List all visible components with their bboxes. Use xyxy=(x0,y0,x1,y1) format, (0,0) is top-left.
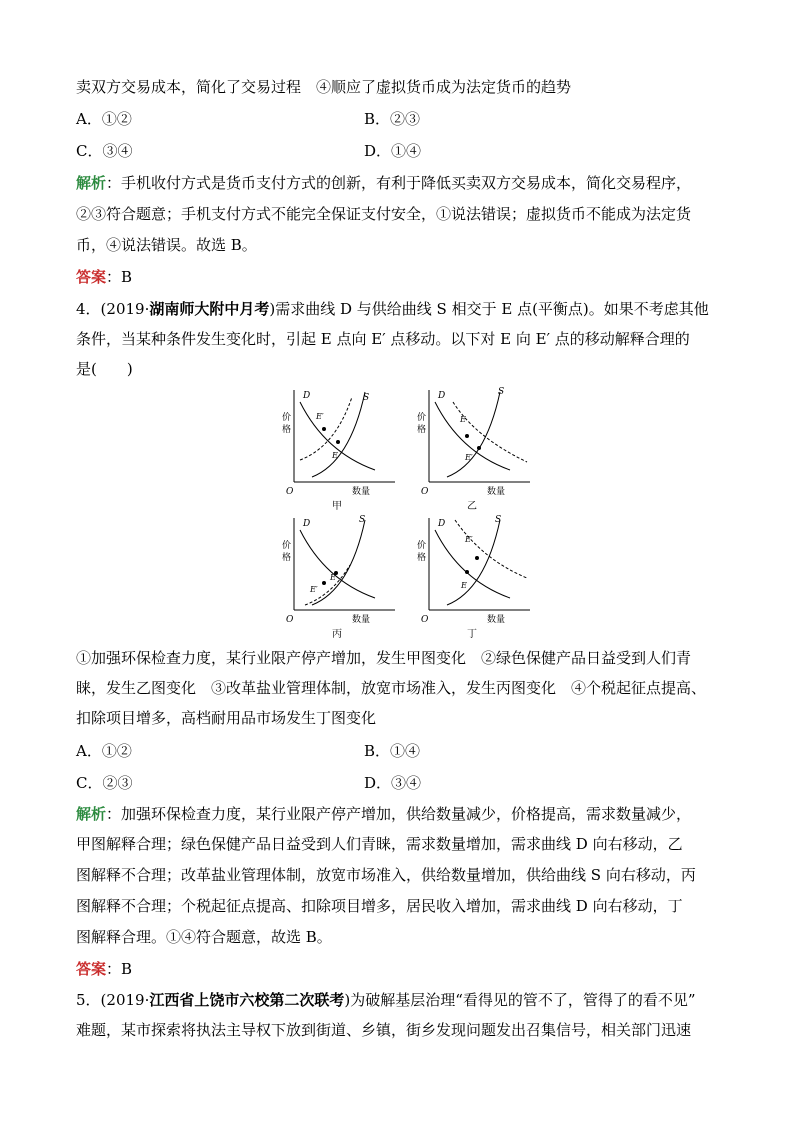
answer-label: 答案 xyxy=(76,268,107,286)
option-b: B．②③ xyxy=(364,110,421,128)
explanation-line: 图解释不合理；改革盐业管理体制，放宽市场准入，供给数量增加，供给曲线 S 向右移动，丙 xyxy=(76,866,696,884)
graph-caption: 乙 xyxy=(467,501,477,512)
supply-curve xyxy=(447,520,500,605)
answer-line xyxy=(76,959,132,979)
point-e-label: E xyxy=(332,451,338,460)
axis-label-price: 价 xyxy=(282,541,292,551)
supply-curve xyxy=(312,520,365,605)
origin-label: O xyxy=(286,615,294,625)
explanation-line: 图解释不合理；个税起征点提高、扣除项目增多，居民收入增加，需求曲线 D 向右移动，丁 xyxy=(76,897,683,915)
explanation-line: ②③符合题意；手机支付方式不能完全保证支付安全，①说法错误；虚拟货币不能成为法定货 xyxy=(76,205,692,223)
question-line xyxy=(76,990,696,1010)
explanation-label: 解析 xyxy=(76,805,107,823)
question-text: )需求曲线 D 与供给曲线 S 相交于 E 点(平衡点)。如果不考虑其他 xyxy=(269,300,709,318)
axis-label-quantity: 数量 xyxy=(352,487,371,497)
demand-label: D xyxy=(303,519,311,529)
graph-jia xyxy=(270,382,400,512)
equilibrium-point xyxy=(465,570,469,574)
point-e-prime-label: E′ xyxy=(310,585,318,594)
axis-label-quantity: 数量 xyxy=(352,615,371,625)
new-equilibrium-point xyxy=(322,427,326,431)
axis-label-quantity: 数量 xyxy=(487,615,506,625)
shifted-curve xyxy=(455,520,527,578)
text-line: 卖双方交易成本，简化了交易过程 ④顺应了虚拟货币成为法定货币的趋势 xyxy=(76,78,572,96)
statement-line: ①加强环保检查力度，某行业限产停产增加，发生甲图变化 ②绿色保健产品日益受到人们青 xyxy=(76,649,692,667)
option-a: A．①② xyxy=(76,742,132,760)
statement-line: 扣除项目增多，高档耐用品市场发生丁图变化 xyxy=(76,709,377,727)
point-e-label: E xyxy=(461,581,467,590)
graph-caption: 甲 xyxy=(332,501,342,512)
new-equilibrium-point xyxy=(475,556,479,560)
question-number: 5．(2019· xyxy=(76,991,150,1009)
explanation-label: 解析 xyxy=(76,174,107,192)
demand-label: D xyxy=(438,391,446,401)
option-c: C．③④ xyxy=(76,142,133,160)
demand-label: D xyxy=(438,519,446,529)
supply-label: S xyxy=(363,393,370,403)
axis-label-price: 价 xyxy=(417,413,427,423)
explanation-line xyxy=(76,804,691,824)
answer-text: ：B xyxy=(106,268,133,286)
question-source: 湖南师大附中月考 xyxy=(149,300,270,318)
question-text: )为破解基层治理“看得见的管不了，管得了的看不见” xyxy=(344,991,696,1009)
point-e-prime-label: E′ xyxy=(465,535,473,544)
question-line: 是( ) xyxy=(76,360,133,378)
option-d: D．③④ xyxy=(364,774,422,792)
point-e-label: E xyxy=(330,573,336,582)
option-b: B．①④ xyxy=(364,742,421,760)
axis-label-price: 价 xyxy=(417,541,427,551)
explanation-line: 图解释合理。①④符合题意，故选 B。 xyxy=(76,928,332,946)
option-d: D．①④ xyxy=(364,142,422,160)
supply-label: S xyxy=(359,515,366,525)
option-a: A．①② xyxy=(76,110,132,128)
shifted-curve xyxy=(300,397,352,460)
demand-label: D xyxy=(303,391,311,401)
question-line: 条件，当某种条件发生变化时，引起 E 点向 E′ 点移动。以下对 E 向 E′ 点的移动解释合理的 xyxy=(76,330,690,348)
explanation-text: ：加强环保检查力度，某行业限产停产增加，供给数量减少，价格提高，需求数量减少， xyxy=(106,805,692,823)
point-e-prime-label: E′ xyxy=(316,412,324,421)
graph-ding xyxy=(405,510,535,640)
new-equilibrium-point xyxy=(322,581,326,585)
point-e-label: E xyxy=(460,415,466,424)
origin-label: O xyxy=(421,615,429,625)
graph-caption: 丙 xyxy=(332,629,342,640)
statement-line: 睐，发生乙图变化 ③改革盐业管理体制，放宽市场准入，发生丙图变化 ④个税起征点提高、 xyxy=(76,679,707,697)
supply-curve xyxy=(447,392,500,477)
axis-label-quantity: 数量 xyxy=(487,487,506,497)
answer-label: 答案 xyxy=(76,960,107,978)
axis-label-price: 格 xyxy=(417,553,427,563)
question-line: 难题，某市探索将执法主导权下放到街道、乡镇，街乡发现问题发出召集信号，相关部门迅速 xyxy=(76,1021,692,1039)
question-number: 4．(2019· xyxy=(76,300,150,318)
equilibrium-point xyxy=(465,434,469,438)
question-line xyxy=(76,299,709,319)
axis-label-price: 格 xyxy=(417,425,427,435)
answer-line xyxy=(76,267,132,287)
graph-yi xyxy=(405,382,535,512)
axis-label-price: 价 xyxy=(282,413,292,423)
explanation-text: ：手机收付方式是货币支付方式的创新，有利于降低买卖双方交易成本，简化交易程序， xyxy=(106,174,692,192)
question-source: 江西省上饶市六校第二次联考 xyxy=(149,991,345,1009)
supply-label: S xyxy=(495,515,502,525)
supply-label: S xyxy=(498,387,505,397)
explanation-line xyxy=(76,173,691,193)
option-c: C．②③ xyxy=(76,774,133,792)
equilibrium-point xyxy=(336,440,340,444)
explanation-line: 币，④说法错误。故选 B。 xyxy=(76,236,257,254)
point-e-prime-label: E′ xyxy=(465,453,473,462)
explanation-line: 甲图解释合理；绿色保健产品日益受到人们青睐，需求数量增加，需求曲线 D 向右移动，乙 xyxy=(76,835,683,853)
axis-label-price: 格 xyxy=(282,425,292,435)
graph-bing xyxy=(270,510,400,640)
supply-curve xyxy=(312,392,365,477)
origin-label: O xyxy=(286,487,294,497)
origin-label: O xyxy=(421,487,429,497)
new-equilibrium-point xyxy=(477,446,481,450)
answer-text: ：B xyxy=(106,960,133,978)
graph-caption: 丁 xyxy=(467,629,477,640)
axis-label-price: 格 xyxy=(282,553,292,563)
